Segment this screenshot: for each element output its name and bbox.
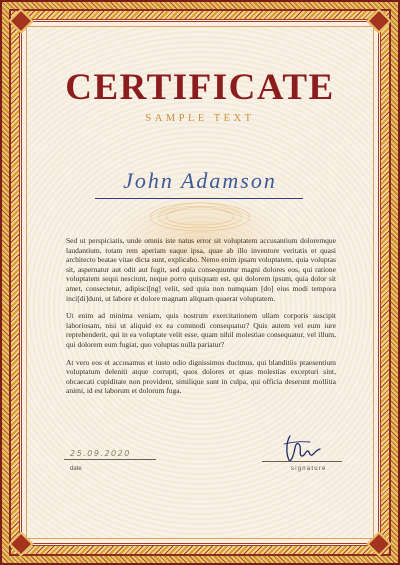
signature-icon [280, 432, 322, 464]
body-paragraph-3: At vero eos et accusamus et iusto odio dignissimos ducimus, qui blanditiis praesentium voluptatum deleniti atque corrupti, quos dolores et quas molestias excepturi sint, obcaecati cupiditate non provident, similique sunt in culpa, qui officia deserunt mollitia animi, id est laborum et dolorum fuga. [66, 357, 336, 396]
body-paragraph-1: Sed ut perspiciatis, unde omnis iste natus error sit voluptatem accusantium doloremque laudantium, totam rem aperiam eaque ipsa, quae ab illo inventore veritatis et quasi architecto beatae vitae dicta sunt, explicabo. Nemo enim ipsam voluptatem, quia voluptas sit, aspernatur aut odit aut fugit, sed quia consequuntur magni dolores eos, qui ratione voluptatem sequi nesciunt, neque porro quisquam est, qui dolorem ipsum, quia dolor sit amet, consectetur, adipisci[ng] velit, sed quia non numquam [do] eius modi tempora inci[di]dunt, ut labore et dolore magnam aliquam quaerat voluptatem. [66, 236, 336, 303]
guilloche-rosette-decoration [140, 195, 260, 235]
certificate-title: CERTIFICATE [65, 67, 335, 108]
name-underline [95, 198, 303, 199]
body-paragraph-2: Ut enim ad minima veniam, quis nostrum exercitationem ullam corporis suscipit laboriosam, nisi ut aliquid ex ea commodi consequatur? Quis autem vel eum iure reprehenderit, qui in ea voluptate velit esse, quam nihil molestiae consequatur, vel illum, qui dolorem eum fugiat, quo voluptas nulla pariatur? [66, 311, 336, 349]
recipient-name: John Adamson [123, 168, 277, 193]
date-line [64, 459, 156, 460]
signature-line [262, 461, 342, 462]
certificate-subtitle: SAMPLE TEXT [145, 113, 255, 124]
date-label: date [70, 466, 82, 472]
certificate-body [66, 236, 336, 404]
signature-label: signature [291, 466, 327, 472]
date-value: 25.09.2020 [70, 449, 131, 458]
